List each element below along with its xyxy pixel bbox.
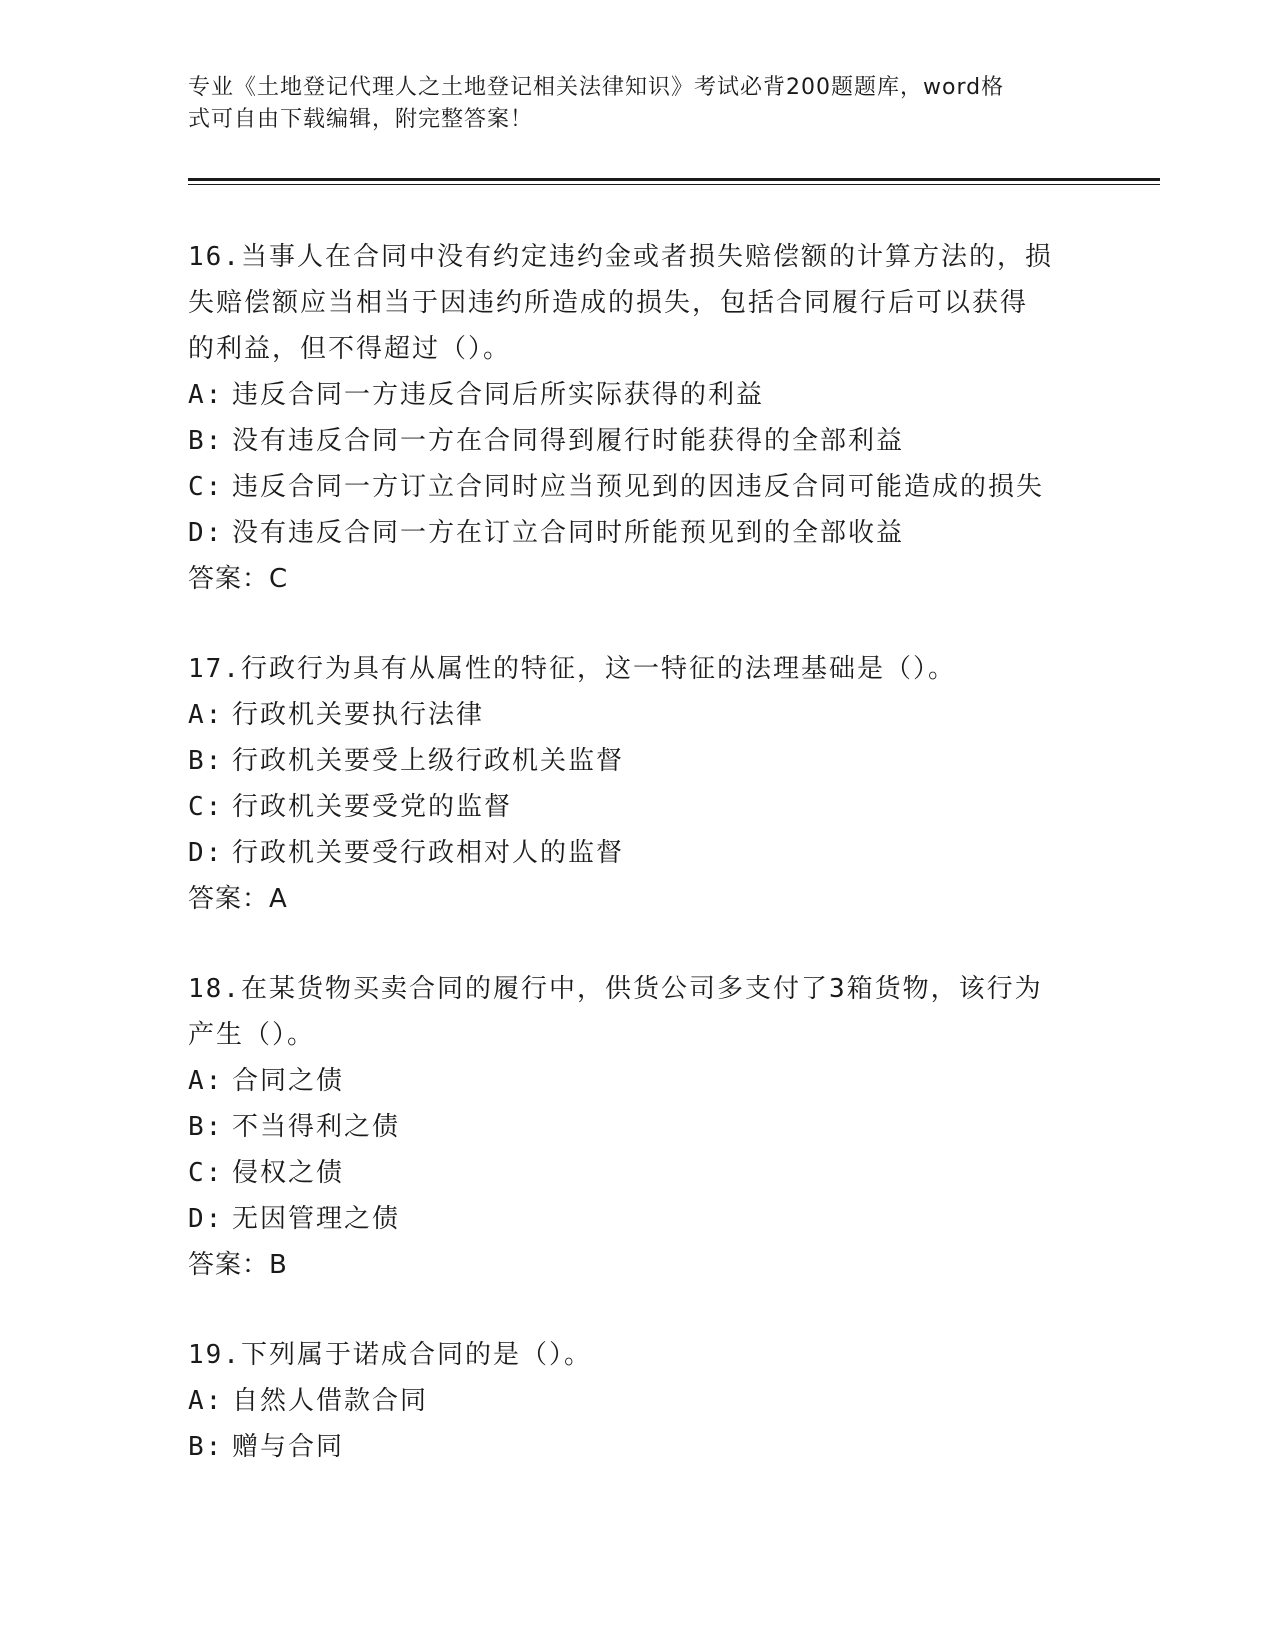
option-key: C: xyxy=(188,792,224,822)
header-line-2: 式可自由下载编辑，附完整答案！ xyxy=(188,107,534,132)
answer-option xyxy=(188,784,1088,830)
option-key: D: xyxy=(188,518,224,548)
question-block xyxy=(188,1332,1088,1470)
answer-option xyxy=(188,830,1088,876)
option-text: 侵权之债 xyxy=(232,1158,345,1188)
option-text: 违反合同一方违反合同后所实际获得的利益 xyxy=(232,380,765,410)
question-stem-line: 19.下列属于诺成合同的是（）。 xyxy=(188,1340,592,1370)
option-key: B: xyxy=(188,1432,224,1462)
answer-option xyxy=(188,1378,1088,1424)
option-key: A: xyxy=(188,380,224,410)
question-stem-line: 16.当事人在合同中没有约定违约金或者损失赔偿额的计算方法的，损 xyxy=(188,242,1053,272)
option-text: 不当得利之债 xyxy=(232,1112,401,1142)
question-stem-line: 17.行政行为具有从属性的特征，这一特征的法理基础是（）。 xyxy=(188,654,956,684)
question-stem-line: 18.在某货物买卖合同的履行中，供货公司多支付了3箱货物，该行为 xyxy=(188,974,1043,1004)
answer-option xyxy=(188,1196,1088,1242)
header-line-1: 专业《土地登记代理人之土地登记相关法律知识》考试必背200题题库，word格 xyxy=(188,75,1005,100)
answer-option xyxy=(188,464,1088,510)
question-block xyxy=(188,234,1088,602)
document-header xyxy=(188,72,1078,136)
answer-option xyxy=(188,1424,1088,1470)
option-text: 赠与合同 xyxy=(232,1432,345,1462)
option-text: 自然人借款合同 xyxy=(232,1386,429,1416)
question-block xyxy=(188,966,1088,1288)
answer-option xyxy=(188,738,1088,784)
answer-option xyxy=(188,1150,1088,1196)
answer-option xyxy=(188,510,1088,556)
option-key: A: xyxy=(188,1386,224,1416)
option-key: A: xyxy=(188,1066,224,1096)
answer-option xyxy=(188,418,1088,464)
question-stem-line: 产生（）。 xyxy=(188,1020,316,1050)
option-text: 行政机关要受行政相对人的监督 xyxy=(232,838,625,868)
question-stem-line: 失赔偿额应当相当于因违约所造成的损失，包括合同履行后可以获得 xyxy=(188,288,1029,318)
header-divider-thick xyxy=(188,178,1160,181)
answer-line: 答案：C xyxy=(188,564,289,594)
option-key: B: xyxy=(188,426,224,456)
question-stem-line: 的利益，但不得超过（）。 xyxy=(188,334,512,364)
answer-line: 答案：A xyxy=(188,884,288,914)
option-key: C: xyxy=(188,472,224,502)
answer-line: 答案：B xyxy=(188,1250,288,1280)
option-text: 没有违反合同一方在订立合同时所能预见到的全部收益 xyxy=(232,518,905,548)
header-divider-thin xyxy=(188,184,1160,185)
option-text: 行政机关要受上级行政机关监督 xyxy=(232,746,625,776)
option-key: D: xyxy=(188,838,224,868)
option-key: B: xyxy=(188,1112,224,1142)
option-text: 合同之债 xyxy=(232,1066,345,1096)
answer-option xyxy=(188,1058,1088,1104)
option-text: 行政机关要受党的监督 xyxy=(232,792,513,822)
option-key: B: xyxy=(188,746,224,776)
option-text: 行政机关要执行法律 xyxy=(232,700,485,730)
question-list xyxy=(188,234,1088,1514)
answer-option xyxy=(188,692,1088,738)
option-text: 违反合同一方订立合同时应当预见到的因违反合同可能造成的损失 xyxy=(232,472,1045,502)
option-text: 没有违反合同一方在合同得到履行时能获得的全部利益 xyxy=(232,426,905,456)
answer-option xyxy=(188,1104,1088,1150)
option-key: D: xyxy=(188,1204,224,1234)
option-key: C: xyxy=(188,1158,224,1188)
option-text: 无因管理之债 xyxy=(232,1204,401,1234)
answer-option xyxy=(188,372,1088,418)
option-key: A: xyxy=(188,700,224,730)
question-block xyxy=(188,646,1088,922)
